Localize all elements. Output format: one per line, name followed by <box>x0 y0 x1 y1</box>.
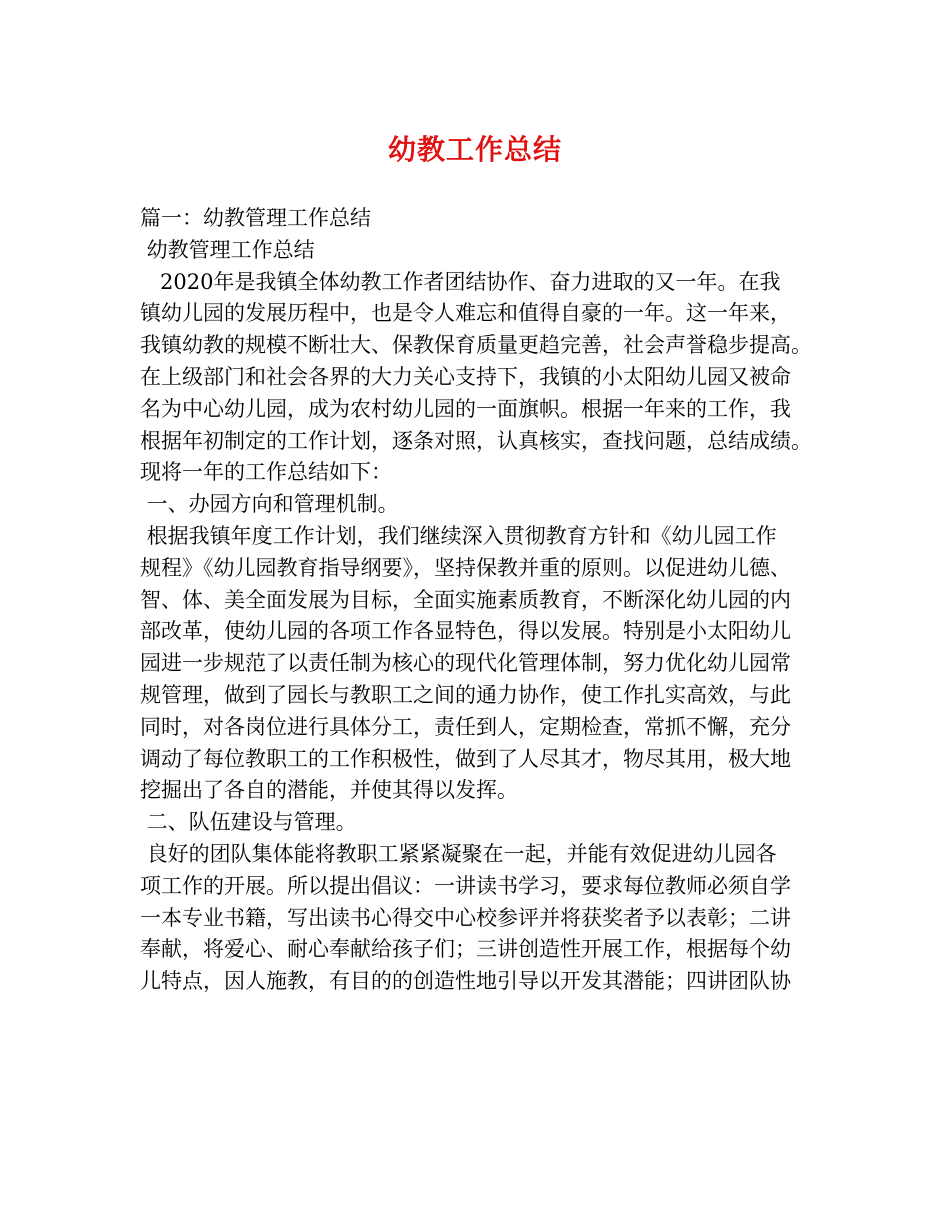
text-line: 奉献，将爱心、耐心奉献给孩子们；三讲创造性开展工作，根据每个幼 <box>140 937 791 962</box>
text-line: 规管理，做到了园长与教职工之间的通力协作，使工作扎实高效，与此 <box>140 682 791 707</box>
text-line: 现将一年的工作总结如下： <box>140 460 392 485</box>
text-line: 二、队伍建设与管理。 <box>140 810 357 835</box>
text-line: 2020年是我镇全体幼教工作者团结协作、奋力进取的又一年。在我 <box>140 269 781 294</box>
text-line: 名为中心幼儿园，成为农村幼儿园的一面旗帜。根据一年来的工作，我 <box>140 396 791 421</box>
text-line: 根据年初制定的工作计划，逐条对照，认真核实，查找问题，总结成绩。 <box>140 428 812 453</box>
text-line: 良好的团队集体能将教职工紧紧凝聚在一起，并能有效促进幼儿园各 <box>140 841 777 866</box>
text-line: 项工作的开展。所以提出倡议：一讲读书学习，要求每位教师必须自学 <box>140 873 791 898</box>
text-line: 儿特点，因人施教，有目的的创造性地引导以开发其潜能；四讲团队协 <box>140 969 791 994</box>
text-line: 幼教管理工作总结 <box>140 237 315 262</box>
text-line: 我镇幼教的规模不断壮大、保教保育质量更趋完善，社会声誉稳步提高。 <box>140 333 812 358</box>
text-line: 规程》《幼儿园教育指导纲要》，坚持保教并重的原则。以促进幼儿德、 <box>140 555 791 580</box>
text-line: 一本专业书籍，写出读书心得交中心校参评并将获奖者予以表彰；二讲 <box>140 905 791 930</box>
text-line: 镇幼儿园的发展历程中，也是令人难忘和值得自豪的一年。这一年来， <box>140 301 791 326</box>
text-line: 篇一：幼教管理工作总结 <box>140 206 371 230</box>
text-line: 园进一步规范了以责任制为核心的现代化管理体制，努力优化幼儿园常 <box>140 651 791 676</box>
text-line: 部改革，使幼儿园的各项工作各显特色，得以发展。特别是小太阳幼儿 <box>140 619 791 644</box>
text-line: 调动了每位教职工的工作积极性，做到了人尽其才，物尽其用，极大地 <box>140 746 791 771</box>
document-title: 幼教工作总结 <box>387 133 562 166</box>
text-line: 挖掘出了各自的潜能，并使其得以发挥。 <box>140 778 518 803</box>
text-line: 一、办园方向和管理机制。 <box>140 492 399 517</box>
text-line: 根据我镇年度工作计划，我们继续深入贯彻教育方针和《幼儿园工作 <box>140 523 777 548</box>
text-line: 智、体、美全面发展为目标，全面实施素质教育，不断深化幼儿园的内 <box>140 587 791 612</box>
document-body <box>140 203 830 998</box>
text-line: 在上级部门和社会各界的大力关心支持下，我镇的小太阳幼儿园又被命 <box>140 364 791 389</box>
text-line: 同时，对各岗位进行具体分工，责任到人，定期检查，常抓不懈，充分 <box>140 714 791 739</box>
